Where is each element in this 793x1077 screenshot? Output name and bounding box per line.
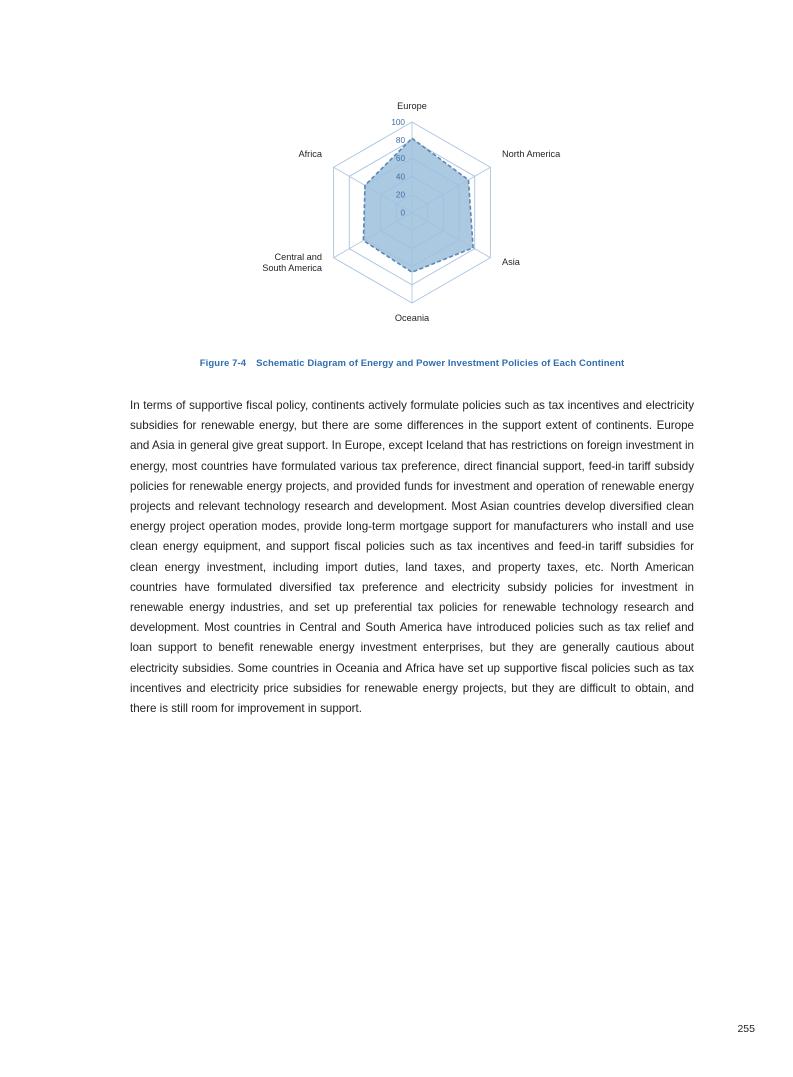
- radar-label-europe: Europe: [397, 101, 427, 111]
- svg-text:20: 20: [395, 190, 405, 200]
- figure-block: [130, 95, 694, 369]
- svg-text:40: 40: [395, 172, 405, 182]
- svg-text:100: 100: [391, 118, 405, 127]
- radar-label-north-america: North America: [502, 149, 561, 159]
- svg-text:60: 60: [395, 154, 405, 164]
- radar-label-asia: Asia: [502, 257, 520, 267]
- figure-number: Figure 7-4: [199, 358, 247, 369]
- radar-label-africa: Africa: [298, 149, 322, 159]
- body-text: [130, 396, 694, 719]
- radar-label-central-south-america-1: Central and: [274, 252, 322, 262]
- figure-caption: [130, 358, 694, 369]
- figure-title: Schematic Diagram of Energy and Power Investment Policies of Each Continent: [256, 358, 625, 369]
- page-number: 255: [737, 1023, 755, 1035]
- body-paragraph: In terms of supportive fiscal policy, continents actively formulate policies such as tax incentives and electricity subsidies for renewable energy, but there are some differences in the support extent of continents. Europe and Asia in general give great support. In Europe, except Iceland that has restrictions on foreign investment in energy, most countries have formulated various tax preference, direct financial support, feed-in tariff subsidy policies for renewable energy projects, and provided funds for investment and operation of renewable energy projects and relevant technology research and development. Most Asian countries develop diversified clean energy project operation modes, provide long-term mortgage support for manufacturers who install and use clean energy equipment, and support fiscal policies such as tax incentives and feed-in tariff subsidies for clean energy investment, including import duties, land taxes, and property taxes, etc. North American countries have formulated diversified tax preference and electricity subsidy policies for investment in renewable energy industries, and set up preferential tax policies for renewable technology research and development. Most countries in Central and South America have introduced policies such as tax relief and loan support to benefit renewable energy investment enterprises, but they are generally cautious about electricity subsidies. Some countries in Oceania and Africa have set up supportive fiscal policies such as tax incentives and electricity price subsidies for renewable energy projects, but they are difficult to obtain, and there is still room for improvement in support.: [130, 399, 694, 716]
- radar-label-oceania: Oceania: [394, 313, 430, 323]
- radar-label-central-south-america-2: South America: [262, 263, 322, 273]
- svg-text:0: 0: [400, 208, 405, 218]
- svg-text:80: 80: [395, 136, 405, 146]
- radar-chart-svg: [202, 95, 622, 340]
- radar-chart: [130, 95, 694, 350]
